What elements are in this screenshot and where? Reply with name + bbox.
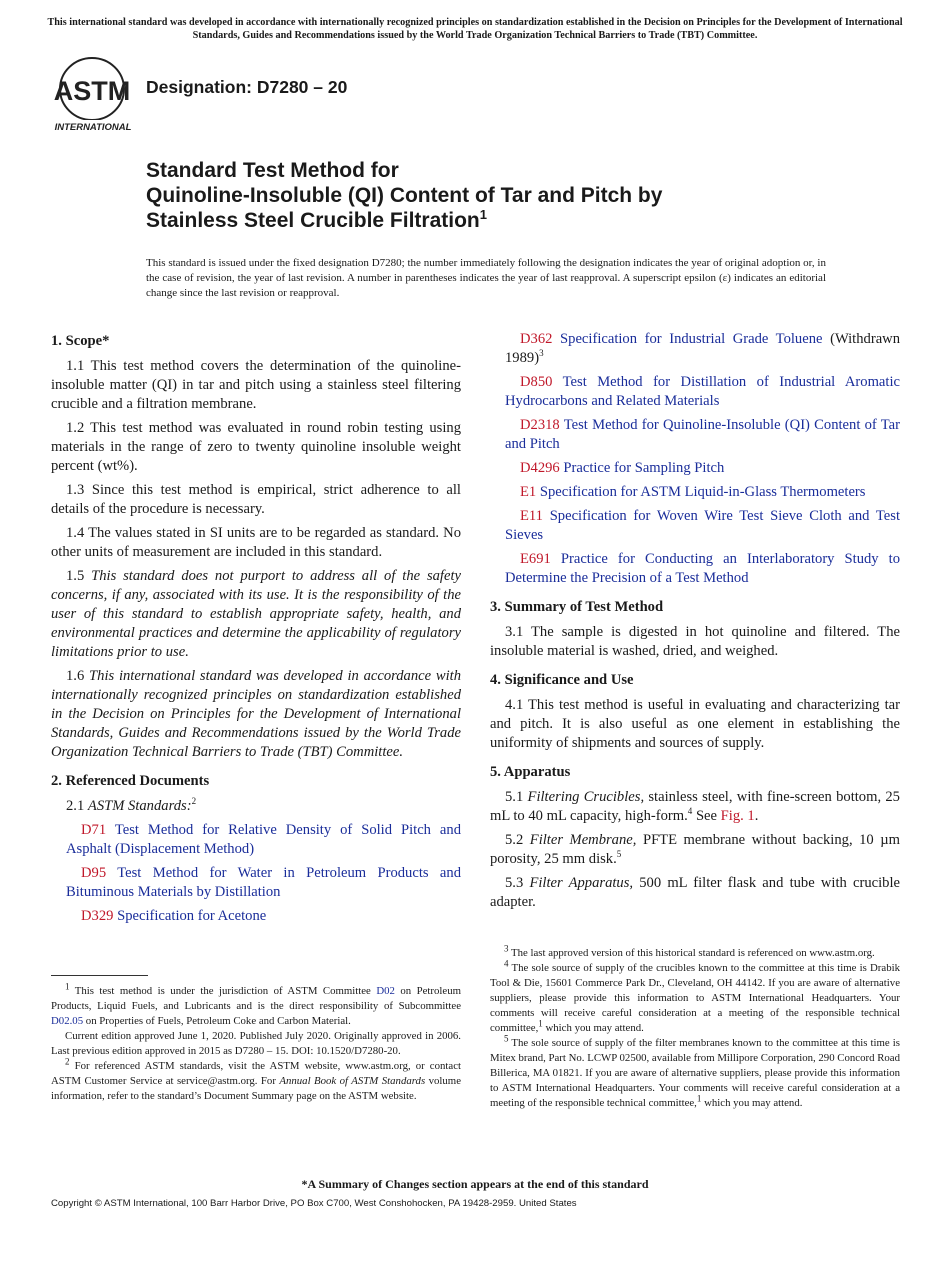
footnotes-right: [490, 945, 900, 1111]
para-4-1: 4.1 This test method is useful in evaluating and characterizing tar and pitch. It is also useful as one element in establishing the uniformity of shipments and sources of supply.: [490, 697, 900, 751]
reference-link-e691[interactable]: E691 Practice for Conducting an Interlaboratory Study to Determine the Precision of a Test Method: [505, 551, 900, 586]
section-heading-significance: 4. Significance and Use: [490, 672, 634, 688]
issuance-note: This standard is issued under the fixed designation D7280; the number immediately following the designation indicates the year of original adoption or, in the case of revision, the year of last revision. A number in parentheses indicates the year of last reapproval. A superscript epsilon (ε) indicates an editorial change since the last revision or reapproval.: [146, 257, 826, 299]
title-line-2: Quinoline-Insoluble (QI) Content of Tar and Pitch by: [146, 184, 663, 207]
para-5-2: 5.2 Filter Membrane, PFTE membrane without backing, 10 µm porosity, 25 mm disk.$^5$: [490, 832, 901, 867]
para-1-5: 1.5 This standard does not purport to address all of the safety concerns, if any, associated with its use. It is the responsibility of the user of this standard to establish appropriate safety, health, and environmental practices and determine the applicability of regulatory limitations prior to use.: [51, 568, 461, 660]
para-1-1: 1.1 This test method covers the determination of the quinoline-insoluble matter (QI) in tar and pitch using a stainless steel filtering crucible and a filtration membrane.: [51, 358, 461, 412]
para-5-3: 5.3 Filter Apparatus, 500 mL filter flask and tube with crucible adapter.: [490, 875, 900, 910]
section-heading-scope: 1. Scope*: [51, 333, 110, 349]
title-line-3: Stainless Steel Crucible Filtration: [146, 209, 480, 232]
figure-link[interactable]: Fig. 1: [720, 808, 755, 824]
footnote-3: $^3$ The last approved version of this historical standard is referenced on www.astm.org.: [504, 943, 875, 959]
reference-link-d362[interactable]: D362 Specification for Industrial Grade Toluene (Withdrawn 1989)$^3$: [505, 331, 901, 366]
astm-logo-icon: [52, 56, 136, 134]
para-5-1: 5.1 Filtering Crucibles, stainless steel, with fine-screen bottom, 25 mL to 40 mL capacity, high-form.$^4$ See Fig. 1.: [490, 789, 900, 824]
footnote-1-edition: Current edition approved June 1, 2020. Published July 2020. Originally approved in 2006. Last previous edition approved in 2015 as D7280 – 15. DOI: 10.1520/D7280-20.: [51, 1030, 461, 1057]
footnotes-left: [51, 975, 461, 1104]
footnote-divider: [51, 975, 148, 976]
para-1-3: 1.3 Since this test method is empirical, strict adherence to all details of the procedure is necessary.: [51, 482, 461, 517]
reference-link-e1[interactable]: E1 Specification for ASTM Liquid-in-Glass Thermometers: [520, 484, 866, 500]
para-2-1: 2.1 ASTM Standards:$^2$: [66, 796, 197, 814]
section-heading-apparatus: 5. Apparatus: [490, 764, 571, 780]
footnote-4: $^4$ The sole source of supply of the crucibles known to the committee at this time is Drabik Tool & Die, 15601 Commerce Park Dr., Cleveland, OH 44142. If you are aware of alternative suppliers, please provide this information to ASTM International Headquarters. Your comments will receive careful consideration at a meeting of the responsible technical committee,$^1$ which you may attend.: [490, 958, 900, 1034]
para-3-1: 3.1 The sample is digested in hot quinoline and filtered. The insoluble material is washed, dried, and weighed.: [490, 624, 900, 659]
designation: Designation: D7280 – 20: [146, 77, 348, 97]
para-1-2: 1.2 This test method was evaluated in round robin testing using materials in the range of zero to twenty quinoline insoluble weight percent (wt%).: [51, 420, 461, 474]
svg-text:INTERNATIONAL: INTERNATIONAL: [54, 122, 132, 133]
title-line-1: Standard Test Method for: [146, 159, 399, 182]
section-heading-summary: 3. Summary of Test Method: [490, 599, 664, 615]
reference-link-d850[interactable]: D850 Test Method for Distillation of Industrial Aromatic Hydrocarbons and Related Materials: [505, 374, 900, 409]
reference-link-d329[interactable]: D329 Specification for Acetone: [81, 908, 267, 924]
reference-list-left: [51, 821, 461, 926]
reference-list-right: [490, 330, 900, 588]
section-heading-referenced-documents: 2. Referenced Documents: [51, 773, 210, 789]
copyright-line: Copyright © ASTM International, 100 Barr Harbor Drive, PO Box C700, West Conshohocken, PA 19428-2959. United States: [51, 1198, 577, 1209]
summary-of-changes-note: *A Summary of Changes section appears at the end of this standard: [301, 1177, 649, 1191]
document-title: [146, 158, 846, 233]
footnote-5: $^5$ The sole source of supply of the filter membranes known to the committee at this time is Mitex brand, Part No. LCWP 02500, available from Millipore Corporation, 290 Concord Road Billerica, MA 01821. If you are aware of alternative suppliers, please provide this information to ASTM International Headquarters. Your comments will receive careful consideration at a meeting of the responsible technical committee,$^1$ which you may attend.: [490, 1033, 900, 1109]
title-footnote-mark: 1: [479, 207, 487, 222]
subcommittee-link[interactable]: D02.05: [51, 1015, 84, 1027]
reference-link-d4296[interactable]: D4296 Practice for Sampling Pitch: [520, 460, 725, 476]
svg-text:ASTM: ASTM: [53, 76, 131, 106]
reference-link-d71[interactable]: D71 Test Method for Relative Density of Solid Pitch and Asphalt (Displacement Method): [66, 822, 461, 857]
reference-link-d2318[interactable]: D2318 Test Method for Quinoline-Insoluble (QI) Content of Tar and Pitch: [505, 417, 901, 452]
reference-link-d95[interactable]: D95 Test Method for Water in Petroleum Products and Bituminous Materials by Distillation: [66, 865, 461, 900]
footnote-1: $^1$ This test method is under the jurisdiction of ASTM Committee D02 on Petroleum Products, Liquid Fuels, and Lubricants and is the direct responsibility of Subcommittee D02.05 on Properties of Fuels, Petroleum Coke and Carbon Material.: [51, 981, 461, 1027]
footnote-2: $^2$ For referenced ASTM standards, visit the ASTM website, www.astm.org, or contact ASTM Customer Service at service@astm.org. For Annual Book of ASTM Standards volume information, refer to the standard’s Document Summary page on the ASTM website.: [51, 1056, 461, 1102]
reference-link-e11[interactable]: E11 Specification for Woven Wire Test Sieve Cloth and Test Sieves: [505, 508, 901, 543]
left-column: [51, 330, 461, 931]
committee-link[interactable]: D02: [376, 985, 395, 997]
para-1-4: 1.4 The values stated in SI units are to be regarded as standard. No other units of measurement are included in this standard.: [51, 525, 461, 560]
para-1-6: 1.6 This international standard was developed in accordance with internationally recognized principles on standardization established in the Decision on Principles for the Development of International Standards, Guides and Recommendations issued by the World Trade Organization Technical Barriers to Trade (TBT) Committee.: [51, 668, 462, 760]
top-notice: This international standard was developed in accordance with internationally recognized principles on standardization established in the Decision on Principles for the Development of International Standards, Guides and Recommendations issued by the World Trade Organization Technical Barriers to Trade (TBT) Committee.: [47, 17, 903, 41]
right-column: [490, 330, 900, 917]
